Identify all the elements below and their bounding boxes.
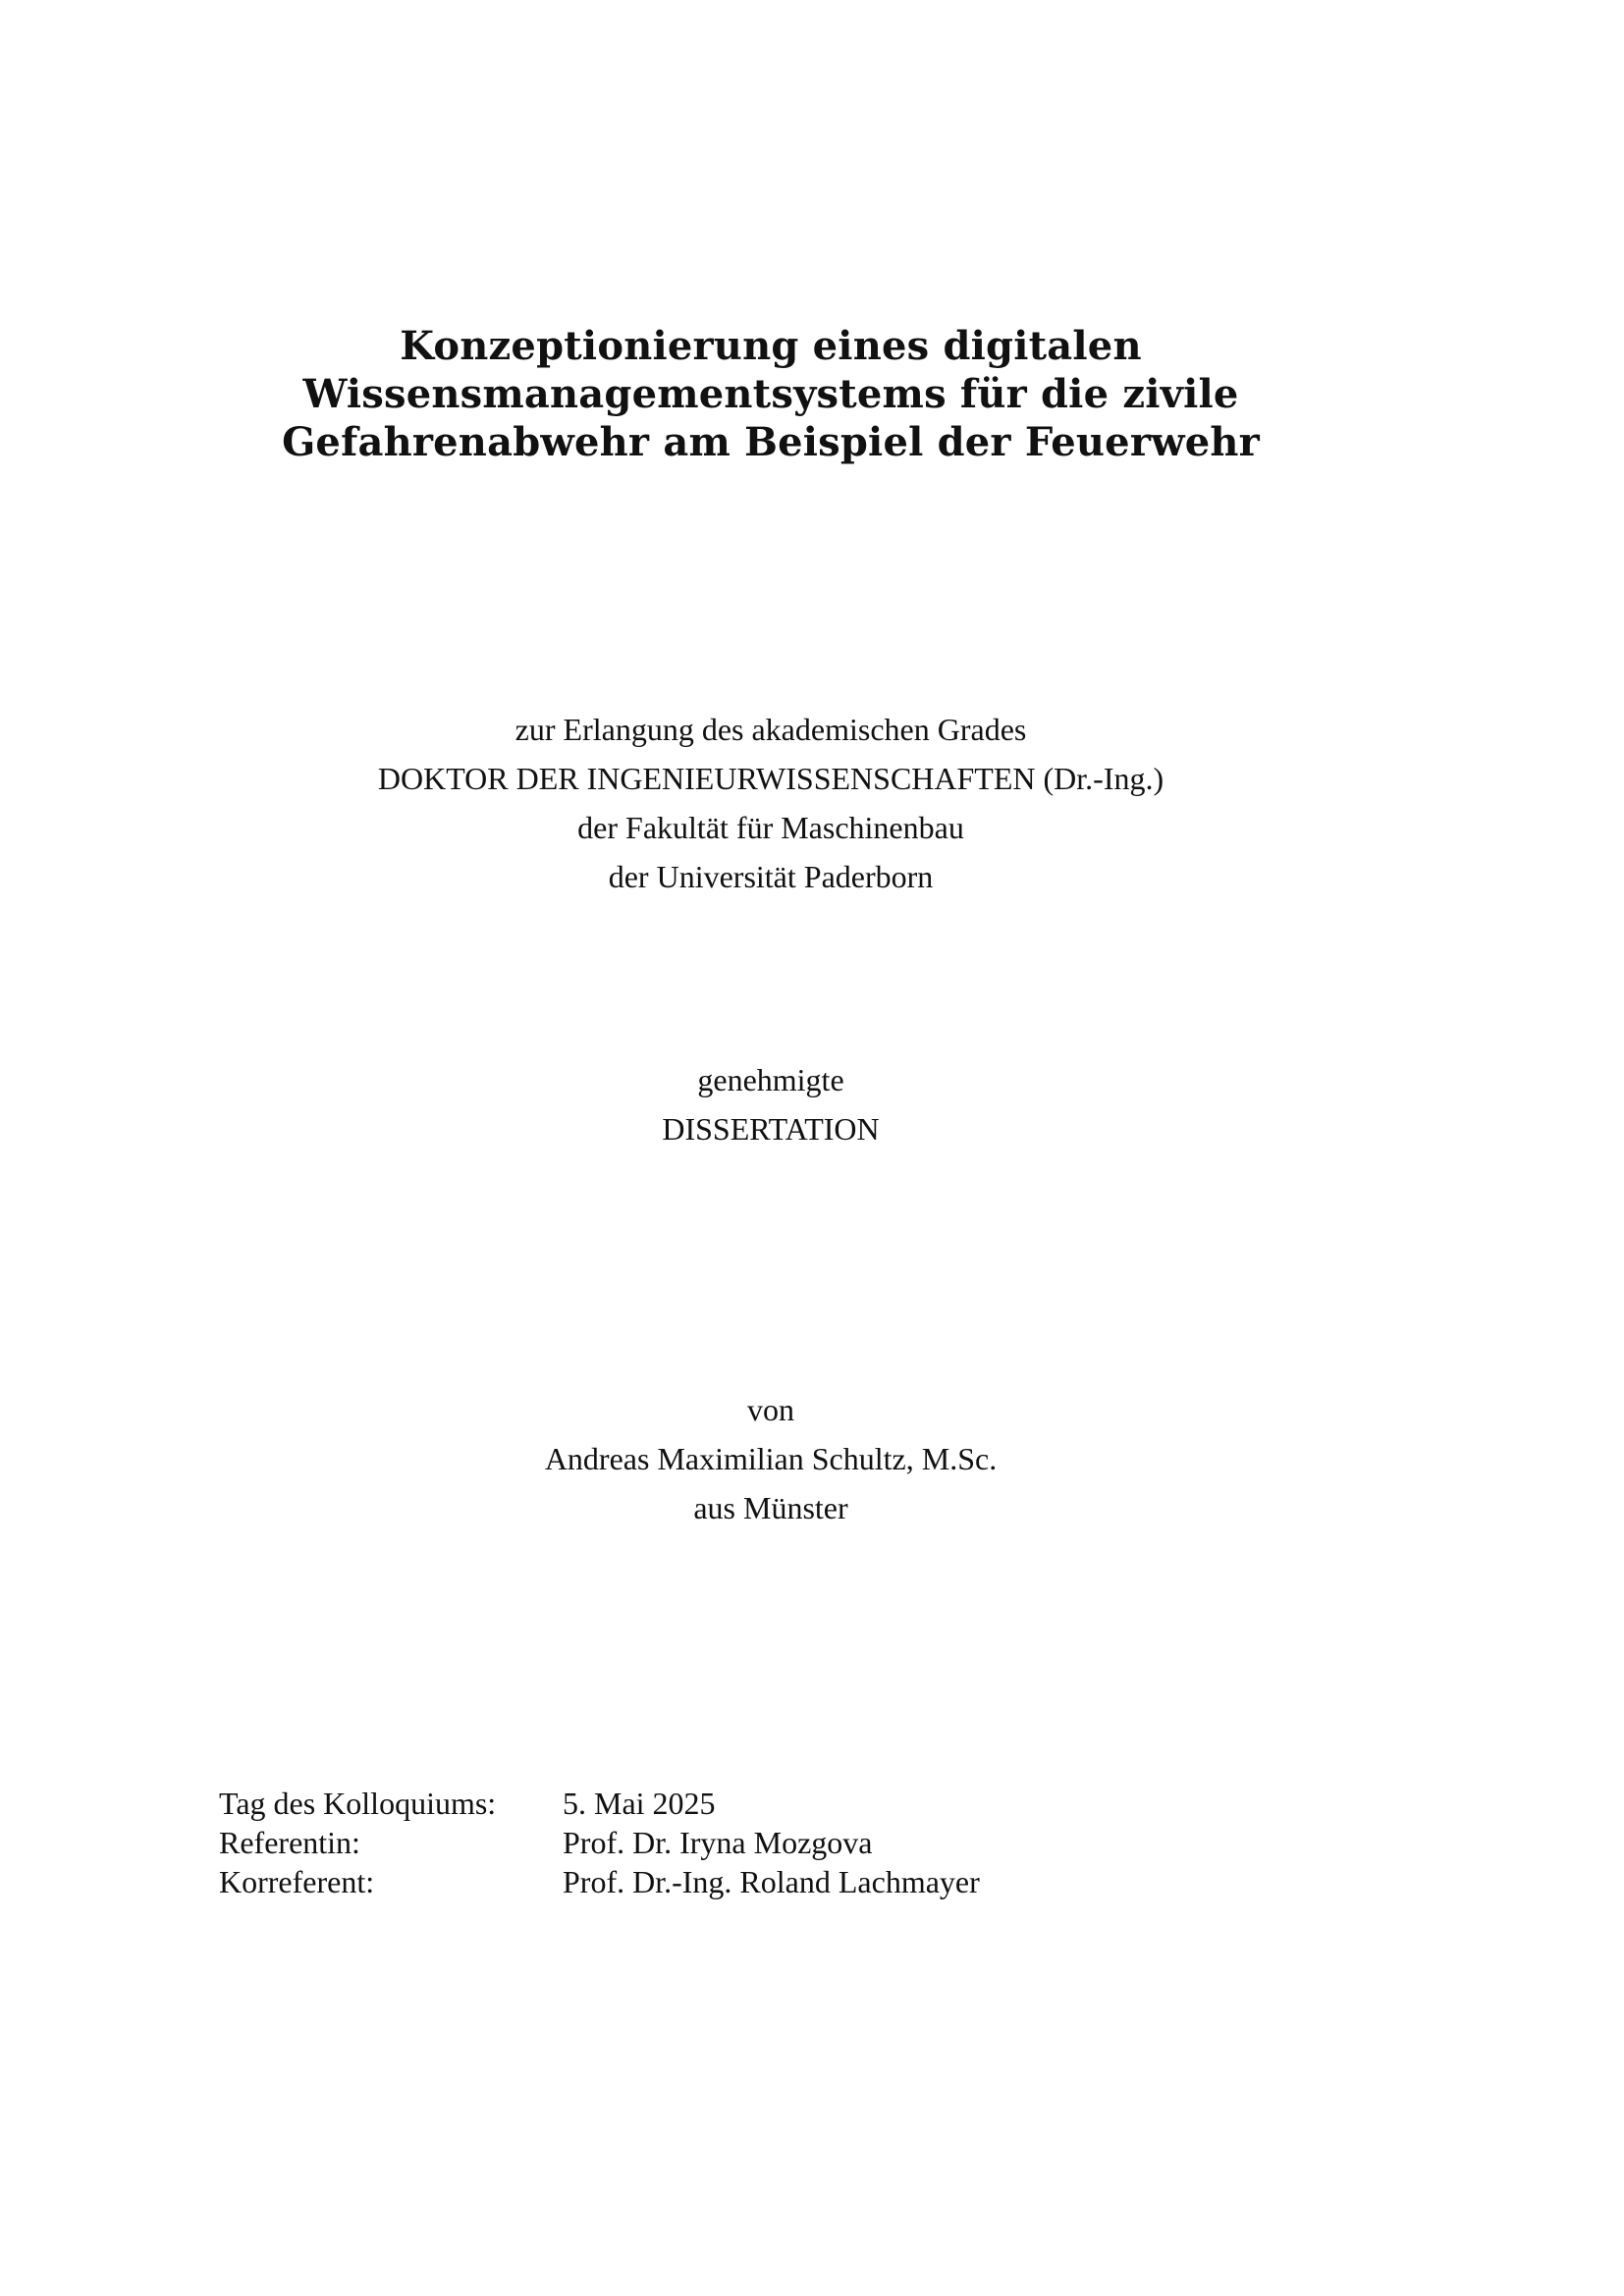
dissertation-label: DISSERTATION bbox=[662, 1111, 880, 1147]
degree-statement bbox=[147, 705, 1394, 901]
author-block bbox=[147, 1385, 1394, 1532]
dissertation-title bbox=[147, 322, 1394, 466]
colloquium-row bbox=[219, 1823, 980, 1862]
degree-faculty: der Fakultät für Maschinenbau bbox=[577, 810, 964, 845]
title-line-1: Konzeptionierung eines digitalen bbox=[400, 323, 1142, 369]
co-referee-value: Prof. Dr.-Ing. Roland Lachmayer bbox=[563, 1864, 980, 1899]
colloquium-row bbox=[219, 1862, 980, 1901]
degree-name: DOKTOR DER INGENIEURWISSENSCHAFTEN (Dr.-Ing.) bbox=[377, 761, 1164, 796]
colloquium-row bbox=[219, 1784, 980, 1823]
co-referee-label: Korreferent: bbox=[219, 1864, 375, 1899]
author-origin: aus Münster bbox=[693, 1490, 848, 1525]
degree-university: der Universität Paderborn bbox=[608, 859, 934, 894]
author-from-label: von bbox=[747, 1392, 794, 1427]
colloquium-date-value: 5. Mai 2025 bbox=[563, 1786, 716, 1821]
degree-purpose: zur Erlangung des akademischen Grades bbox=[514, 712, 1027, 747]
title-line-3: Gefahrenabwehr am Beispiel der Feuerwehr bbox=[282, 419, 1260, 465]
referee-value: Prof. Dr. Iryna Mozgova bbox=[563, 1825, 873, 1860]
colloquium-details bbox=[219, 1784, 980, 1901]
dissertation-label-block bbox=[147, 1055, 1394, 1153]
referee-label: Referentin: bbox=[219, 1825, 360, 1860]
author-name: Andreas Maximilian Schultz, M.Sc. bbox=[544, 1441, 998, 1476]
approved-label: genehmigte bbox=[697, 1062, 844, 1097]
title-line-2: Wissensmanagementsystems für die zivile bbox=[302, 371, 1239, 417]
colloquium-date-label: Tag des Kolloquiums: bbox=[219, 1786, 497, 1821]
